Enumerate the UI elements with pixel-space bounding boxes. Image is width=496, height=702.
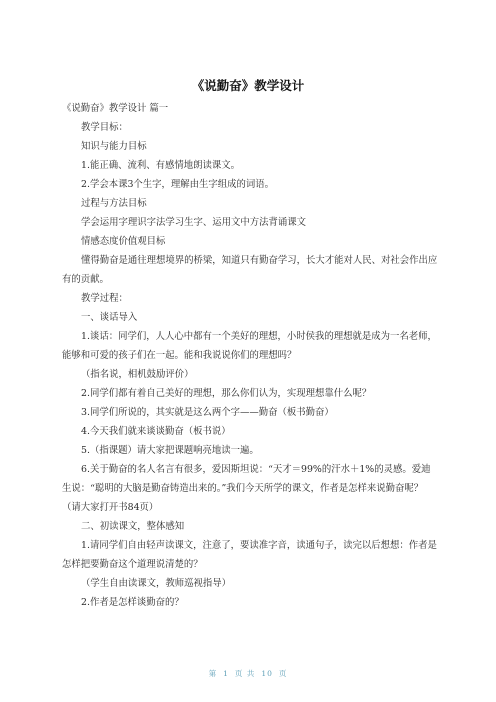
- paragraph: 1.谈话：同学们，人人心中都有一个美好的理想，小时侯我的理想就是成为一名老师，能够和可爱的孩子们在一起。能和我说说你们的理想吗？: [62, 331, 437, 361]
- paragraph: （学生自由读课文，教师巡视指导）: [81, 578, 232, 589]
- paragraph: 知识与能力目标: [81, 141, 147, 152]
- paragraph: （指名说，相机鼓励评价）: [81, 369, 194, 380]
- footer-middle: 页 共: [234, 669, 256, 678]
- paragraph: 1.能正确、流利、有感情地朗读课文。: [81, 160, 240, 171]
- footer-total-pages: 10: [261, 669, 273, 678]
- paragraph: 1.请同学们自由轻声读课文，注意了，要读准字音，读通句子，读完以后想想：作者是怎样把要勤奋这个道理说清楚的？: [62, 540, 437, 570]
- footer-suffix: 页: [278, 669, 288, 678]
- paragraph: 6.关于勤奋的名人名言有很多，爱因斯坦说：“天才＝99%的汗水＋1%的灵感。爱迪生说：“聪明的大脑是勤奋铸造出来的。”我们今天所学的课文，作者是怎样来说勤奋呢？（请大家打开书84页）: [62, 464, 431, 513]
- footer-prefix: 第: [208, 669, 218, 678]
- paragraph: 4.今天我们就来谈谈勤奋（板书说）: [81, 426, 231, 437]
- paragraph: 3.同学们所说的，其实就是这么两个字——勤奋（板书勤奋）: [81, 407, 334, 418]
- paragraph: 懂得勤奋是通往理想境界的桥梁，知道只有勤奋学习，长大才能对人民、对社会作出应有的贡献。: [62, 255, 438, 285]
- paragraph-subtitle: 《说勤奋》教学设计 篇一: [62, 103, 169, 114]
- footer-page-number: 1: [223, 669, 229, 678]
- paragraph: 教学目标：: [81, 122, 128, 133]
- paragraph: 学会运用字理识字法学习生字、运用文中方法背诵课文: [81, 217, 307, 228]
- paragraph: 教学过程：: [81, 293, 128, 304]
- paragraph: 一、谈话导入: [81, 312, 138, 323]
- paragraph: 2.作者是怎样谈勤奋的？: [81, 597, 184, 608]
- paragraph: 过程与方法目标: [81, 198, 147, 209]
- document-body: [62, 99, 438, 612]
- paragraph: 2.同学们都有着自己美好的理想，那么你们认为，实现理想靠什么呢？: [81, 388, 372, 399]
- document-title: 《说勤奋》教学设计: [191, 78, 305, 93]
- paragraph: 5.（指课题）请大家把课题响亮地读一遍。: [81, 445, 259, 456]
- paragraph: 2.学会本课3个生字，理解由生字组成的词语。: [81, 179, 275, 190]
- paragraph: 二、初读课文，整体感知: [81, 521, 185, 532]
- paragraph: 情感态度价值观目标: [81, 236, 166, 247]
- page-footer: [0, 668, 496, 679]
